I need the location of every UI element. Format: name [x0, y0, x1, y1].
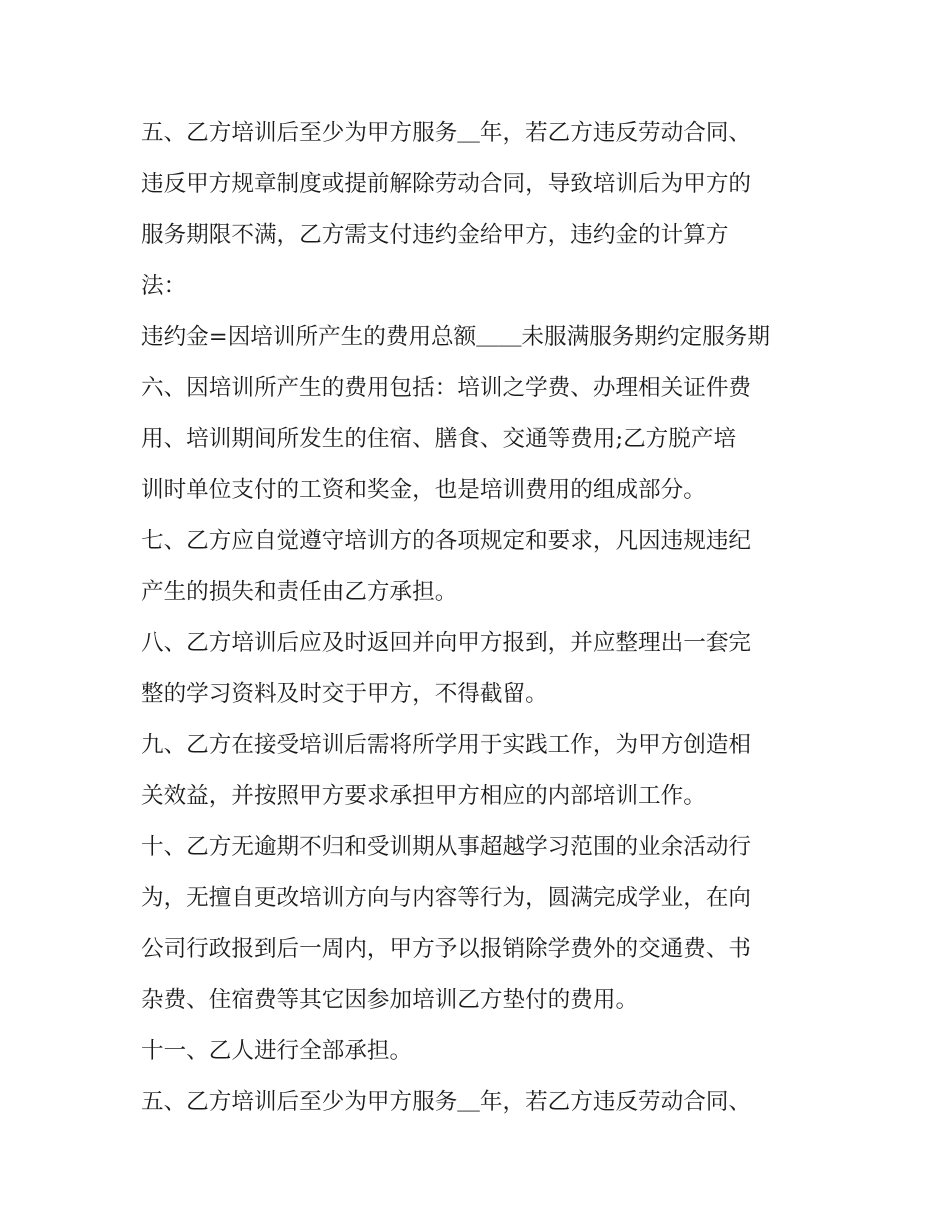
clause-9-line-2: 关效益，并按照甲方要求承担甲方相应的内部培训工作。	[141, 783, 706, 809]
clause-5-line-1: 五、乙方培训后至少为甲方服务＿年，若乙方违反劳动合同、	[141, 120, 752, 146]
clause-5-line-3: 服务期限不满，乙方需支付违约金给甲方，违约金的计算方	[141, 222, 729, 248]
clause-10-line-4: 杂费、住宿费等其它因参加培训乙方垫付的费用。	[141, 987, 639, 1013]
document-body	[141, 108, 821, 1128]
penalty-formula: 违约金=因培训所产生的费用总额＿＿未服满服务期约定服务期	[141, 324, 770, 350]
clause-10-line-2: 为，无擅自更改培训方向与内容等行为，圆满完成学业，在向	[141, 885, 752, 911]
clause-6-line-1: 六、因培训所产生的费用包括：培训之学费、办理相关证件费	[141, 375, 752, 401]
clause-7-line-2: 产生的损失和责任由乙方承担。	[141, 579, 458, 605]
clause-5-line-2: 违反甲方规章制度或提前解除劳动合同，导致培训后为甲方的	[141, 171, 752, 197]
clause-10-line-3: 公司行政报到后一周内，甲方予以报销除学费外的交通费、书	[141, 936, 752, 962]
clause-6-line-3: 训时单位支付的工资和奖金，也是培训费用的组成部分。	[141, 477, 706, 503]
clause-8-line-1: 八、乙方培训后应及时返回并向甲方报到，并应整理出一套完	[141, 630, 752, 656]
clause-5-repeat-line-1: 五、乙方培训后至少为甲方服务＿年，若乙方违反劳动合同、	[141, 1089, 752, 1115]
clause-9-line-1: 九、乙方在接受培训后需将所学用于实践工作，为甲方创造相	[141, 732, 752, 758]
clause-6-line-2: 用、培训期间所发生的住宿、膳食、交通等费用;乙方脱产培	[141, 426, 737, 452]
clause-11-line-1: 十一、乙人进行全部承担。	[141, 1038, 413, 1064]
clause-5-line-4: 法：	[141, 273, 187, 299]
clause-8-line-2: 整的学习资料及时交于甲方，不得截留。	[141, 681, 548, 707]
clause-10-line-1: 十、乙方无逾期不归和受训期从事超越学习范围的业余活动行	[141, 834, 752, 860]
clause-7-line-1: 七、乙方应自觉遵守培训方的各项规定和要求，凡因违规违纪	[141, 528, 752, 554]
